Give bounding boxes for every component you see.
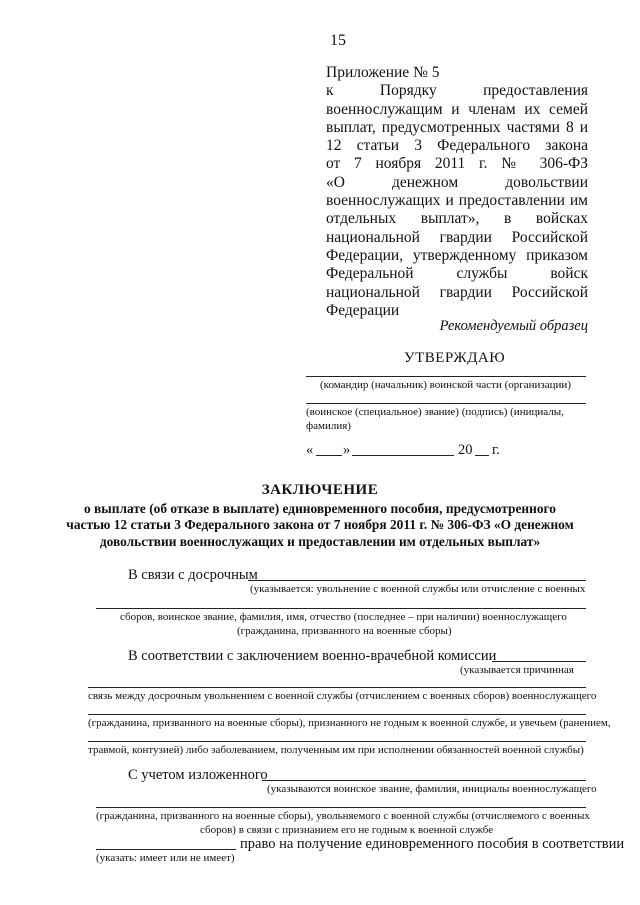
signature-field-line [306,403,586,404]
p1-lead: В связи с досрочным [128,567,258,583]
appendix-line: Федеральной службы войск [326,265,588,283]
subtitle-line: частью 12 статьи 3 Федерального закона от 7 ноября 2011 г. № 306-ФЗ «О денежном [66,517,574,533]
p2-hint: (указывается причинная [460,664,574,676]
appendix-line: отдельных выплат», в войсках [326,210,588,228]
appendix-line: от 7 ноября 2011 г. № 306-ФЗ [326,155,588,173]
p3-hint-3: сборов) в связи с признанием его не годным к военной службе [200,824,494,836]
p1-hint-2: сборов, воинское звание, фамилия, имя, отчество (последнее – при наличии) военнослужащего [120,611,567,623]
p3-field-line-2 [96,807,586,808]
p3-hint-2: (гражданина, призванного на военные сборы), увольняемого с военной службы (отчисляемого с военных [96,810,590,822]
sample-label: Рекомендуемый образец [439,318,588,334]
appendix-line: национальной гвардии Российской [326,283,588,301]
date-close-quote: » [343,442,351,458]
appendix-line: «О денежном довольствии [326,173,588,191]
p3-field-line [262,780,586,781]
p1-hint-3: (гражданина, призванного на военные сборы) [237,625,452,637]
p1-field-line [248,580,586,581]
appendix-line: военнослужащим и членам их семей [326,100,588,118]
p2-field-line-3 [88,714,586,715]
page-number: 15 [330,32,346,49]
appendix-line: Приложение № 5 [326,64,440,81]
p3-lead: С учетом изложенного [128,767,268,783]
appendix-line: 12 статьи 3 Федерального закона [326,137,588,155]
conclusion-title: ЗАКЛЮЧЕНИЕ [261,482,379,498]
date-year: 20 [458,442,473,458]
appendix-line: выплат, предусмотренных частями 8 и [326,118,588,136]
date-day-line [316,455,342,456]
p3-hint-4: (указать: имеет или не имеет) [96,852,235,864]
appendix-line: Федерации [326,301,400,319]
appendix-block [326,64,588,320]
p3-hint: (указываются воинское звание, фамилия, инициалы военнослужащего [267,783,597,795]
p1-field-line-2 [96,608,586,609]
p2-hint-4: травмой, контузией) либо заболеванием, полученным им при исполнении обязанностей военной службы) [88,744,584,756]
appendix-line: военнослужащих и предоставлении им [326,192,588,210]
date-open-quote: « [306,442,314,458]
p2-field-line [492,661,586,662]
rank-caption-cont: фамилия) [306,420,351,432]
commander-field-line [306,376,586,377]
commander-caption: (командир (начальник) воинской части (организации) [320,379,571,391]
conclusion-subtitle [0,501,640,550]
appendix-line: к Порядку предоставления [326,82,588,100]
appendix-line: национальной гвардии Российской [326,228,588,246]
approve-heading: УТВЕРЖДАЮ [404,350,506,366]
subtitle-line: довольствии военнослужащих и предоставлении им отдельных выплат» [99,533,541,549]
p2-hint-3: (гражданина, призванного на военные сборы), признанного не годным к военной службе, и увечьем (ранением, [88,717,611,729]
p2-field-line-2 [88,687,586,688]
p2-hint-2: связь между досрочным увольнением с военной службы (отчислением с военных сборов) военнослужащего [88,690,597,702]
p2-field-line-4 [88,741,586,742]
rank-caption: (воинское (специальное) звание) (подпись) (инициалы, [306,406,564,418]
p2-lead: В соответствии с заключением военно-врачебной комиссии [128,648,497,664]
appendix-line: Федерации, утвержденному приказом [326,246,588,264]
date-month-line [352,455,454,456]
subtitle-line: о выплате (об отказе в выплате) единовременного пособия, предусмотренного [84,501,556,516]
p3-field-line-3 [96,849,236,850]
p3-tail: право на получение единовременного пособия в соответствии [240,836,625,852]
p1-hint: (указывается: увольнение с военной службы или отчисление с военных [250,583,586,595]
date-year-line [475,455,489,456]
date-suffix: г. [492,442,500,458]
